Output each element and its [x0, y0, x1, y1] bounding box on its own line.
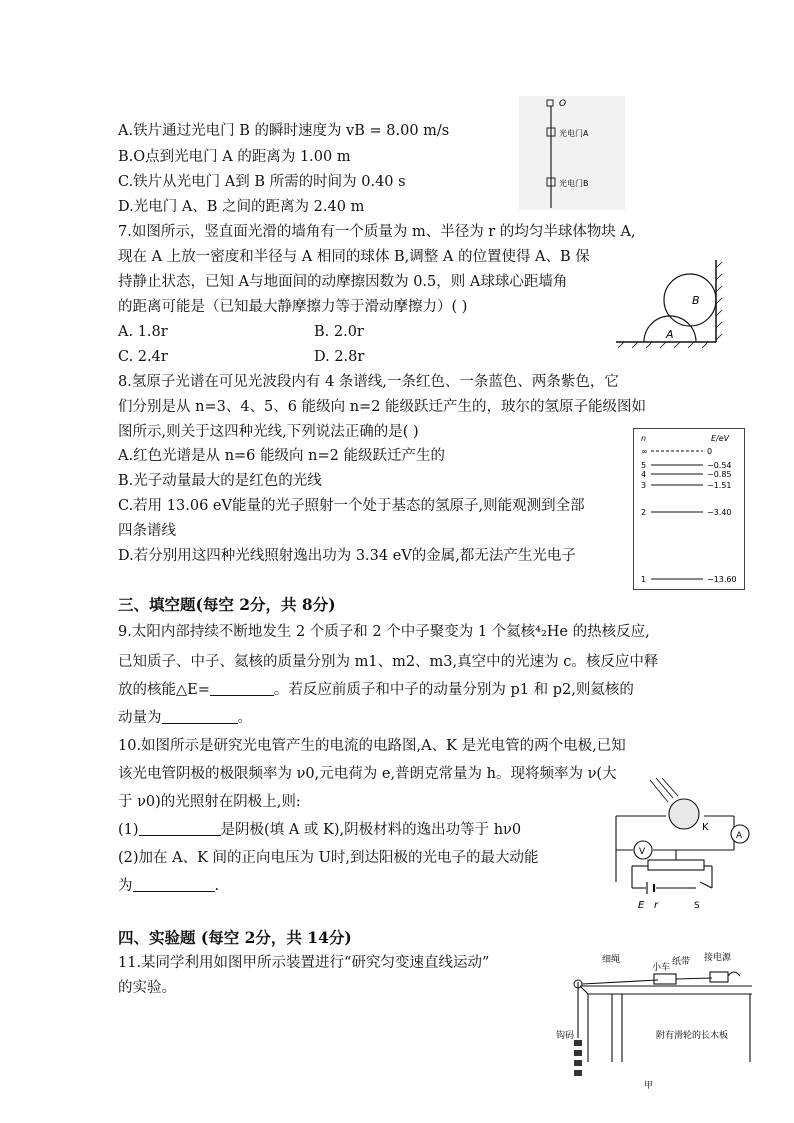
q9-text-3a: 放的核能△E= — [118, 682, 210, 698]
section-4-title: 四、实验题 (每空 2分，共 14分) — [118, 928, 352, 947]
timer-icon — [710, 972, 728, 982]
q7-line-3: 持静止状态，已知 A与地面间的动摩擦因数为 0.5，则 A球球心距墙角 — [118, 274, 568, 290]
q8-option-b: B.光子动量最大的是红色的光线 — [118, 473, 322, 489]
fig-label-e: E — [638, 900, 645, 911]
q7-option-row-2 — [118, 345, 365, 369]
q8-line-3: 图所示,则关于这四种光线,下列说法正确的是( ) — [118, 424, 419, 440]
energy-level-e-label: −0.54 — [707, 461, 732, 470]
energy-level-e-label: −3.40 — [707, 508, 732, 517]
energy-level-n-label: 2 — [641, 508, 647, 517]
fig-label-a: A — [666, 328, 674, 341]
q10-text-4a: (1) — [118, 822, 139, 838]
energy-level-n-label: 4 — [641, 470, 647, 479]
q6-option-b: B.O点到光电门 A 的距离为 1.00 m — [118, 149, 351, 165]
energy-level-e-label: 0 — [707, 447, 713, 456]
q10-line-2: 该光电管阴极的极限频率为 ν0,元电荷为 e,普朗克常量为 h。现将频率为 ν(大 — [118, 766, 617, 782]
fig-label-s: S — [694, 901, 700, 911]
q8-line-2: 们分别是从 n=3、4、5、6 能级向 n=2 能级跃迁产生的，玻尔的氢原子能级图如 — [118, 399, 647, 415]
q8-option-a: A.红色光谱是从 n=6 能级向 n=2 能级跃迁产生的 — [118, 448, 445, 464]
q10-line-5: (2)加在 A、K 间的正向电压为 U时,到达阳极的光电子的最大动能 — [118, 850, 539, 866]
q6-photogate-figure — [519, 96, 625, 210]
q9-line-4 — [118, 706, 252, 730]
section-3-title: 三、填空题(每空 2分，共 8分) — [118, 595, 336, 614]
fig-label-weight: 钩码 — [556, 1031, 575, 1041]
q11-line-1: 11.某同学利用如图甲所示装置进行“研究匀变速直线运动” — [118, 955, 490, 971]
q10-text-6b: . — [214, 878, 220, 894]
q8-option-c-2: 四条谱线 — [118, 523, 176, 539]
q8-line-1: 8.氢原子光谱在可见光波段内有 4 条谱线,一条红色、一条蓝色、两条紫色，它 — [118, 374, 619, 390]
fig-label-a: A — [736, 831, 743, 841]
q9-answer-blank-1[interactable] — [210, 681, 274, 696]
fig-label-rope: 细绳 — [602, 955, 621, 965]
q8-energy-level-figure — [633, 428, 745, 590]
fig-label-o: O — [559, 99, 567, 109]
q7-option-row-1 — [118, 320, 364, 344]
fig-label-n: n — [641, 434, 647, 443]
fig-label-car: 小车 — [652, 963, 671, 973]
q10-text-4b: 是阴极(填 A 或 K),阴极材料的逸出功等于 hν0 — [220, 822, 522, 838]
q9-text-4b: 。 — [237, 710, 252, 726]
q10-text-6a: 为 — [118, 878, 133, 894]
q10-line-4 — [118, 818, 521, 842]
q6-option-d: D.光电门 A、B 之间的距离为 2.40 m — [118, 199, 365, 215]
fig-label-gate-b: 光电门B — [559, 179, 589, 188]
energy-level-n-label: 5 — [641, 461, 647, 470]
cart-icon — [654, 974, 676, 984]
energy-level-e-label: −1.51 — [707, 481, 732, 490]
q9-line-1: 9.太阳内部持续不断地发生 2 个质子和 2 个中子聚变为 1 个氦核⁴₂He 的热核反应, — [118, 624, 650, 640]
q6-option-a: A.铁片通过光电门 B 的瞬时速度为 vB = 8.00 m/s — [118, 123, 450, 139]
q10-line-6 — [118, 874, 219, 898]
phototube-icon — [669, 799, 699, 829]
q7-line-1: 7.如图所示，竖直面光滑的墙角有一个质量为 m、半径为 r 的均匀半球体物块 A, — [118, 224, 636, 240]
energy-level-n-label: ∞ — [641, 447, 648, 456]
q10-circuit-figure — [608, 778, 758, 912]
q10-line-3: 于 ν0)的光照射在阴极上,则: — [118, 794, 301, 810]
fig-label-tape: 纸带 — [672, 957, 691, 967]
light-rays-icon — [650, 778, 678, 802]
q10-answer-blank-1[interactable] — [139, 821, 221, 836]
q9-answer-blank-2[interactable] — [162, 709, 238, 724]
q7-option-b: B. 2.0r — [314, 324, 364, 340]
energy-level-n-label: 1 — [641, 575, 647, 584]
q7-option-a: A. 1.8r — [118, 324, 168, 340]
energy-level-e-label: −13.60 — [707, 575, 737, 584]
fig-label-b: B — [692, 294, 700, 307]
sphere-b-shape — [664, 274, 716, 326]
hook-weights-icon — [574, 1040, 582, 1076]
q7-option-d: D. 2.8r — [314, 349, 365, 365]
q11-line-2: 的实验。 — [118, 980, 176, 996]
q9-text-4a: 动量为 — [118, 710, 162, 726]
q7-option-c: C. 2.4r — [118, 349, 168, 365]
fig-label-e-ev: E/eV — [711, 434, 730, 443]
q6-option-c: C.铁片从光电门 A到 B 所需的时间为 0.40 s — [118, 174, 406, 190]
q9-line-3 — [118, 678, 634, 702]
q9-text-3b: 。若反应前质子和中子的动量分别为 p1 和 p2,则氦核的 — [273, 682, 634, 698]
fig-label-v: V — [639, 847, 646, 857]
q9-line-2: 已知质子、中子、氦核的质量分别为 m1、m2、m3,真空中的光速为 c。核反应中释 — [118, 654, 659, 670]
fig-label-board: 附有滑轮的长木板 — [656, 1031, 729, 1041]
fig-caption: 甲 — [644, 1081, 654, 1091]
q8-option-c-1: C.若用 13.06 eV能量的光子照射一个处于基态的氢原子,则能观测到全部 — [118, 498, 585, 514]
fig-label-r: r — [654, 900, 659, 911]
fig-label-gate-a: 光电门A — [559, 129, 589, 138]
fig-label-k: K — [702, 822, 709, 833]
q10-line-1: 10.如图所示是研究光电管产生的电流的电路图,A、K 是光电管的两个电极,已知 — [118, 738, 626, 754]
q7-sphere-figure — [612, 256, 724, 348]
q7-line-4: 的距离可能是（已知最大静摩擦力等于滑动摩擦力）( ) — [118, 299, 468, 315]
q11-apparatus-figure — [556, 942, 762, 1094]
energy-level-e-label: −0.85 — [707, 470, 732, 479]
q10-answer-blank-2[interactable] — [133, 877, 215, 892]
q7-line-2: 现在 A 上放一密度和半径与 A 相同的球体 B,调整 A 的位置使得 A、B 保 — [118, 249, 590, 265]
fig-label-power: 接电源 — [704, 953, 732, 963]
energy-level-n-label: 3 — [641, 481, 647, 490]
q8-option-d: D.若分别用这四种光线照射逸出功为 3.34 eV的金属,都无法产生光电子 — [118, 548, 576, 564]
